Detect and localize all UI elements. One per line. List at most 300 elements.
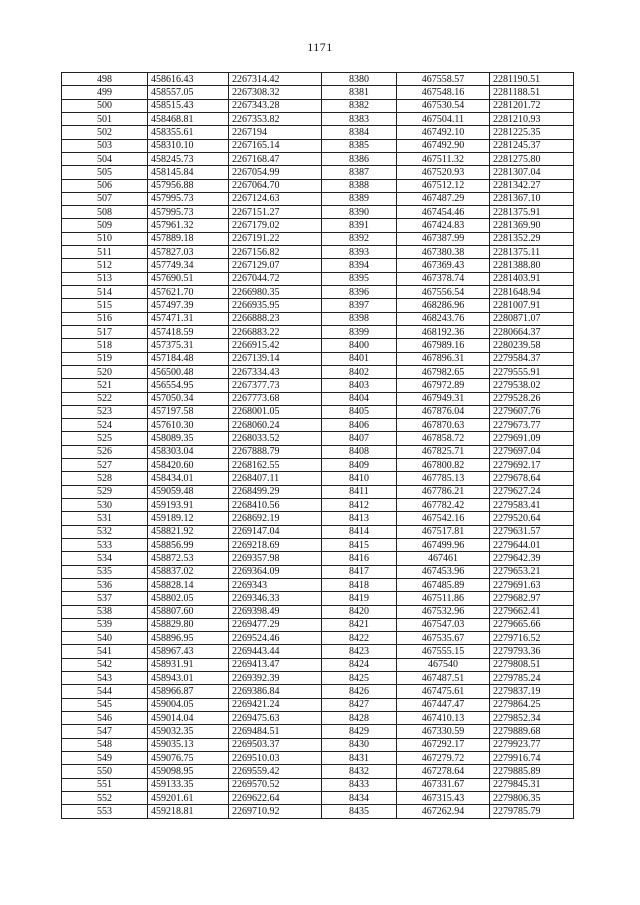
table-row <box>62 605 574 618</box>
cell-northing: 2269510.03 <box>229 751 322 764</box>
cell-point-id: 541 <box>62 645 148 658</box>
cell-easting: 467387.99 <box>397 232 490 245</box>
cell-point-id: 505 <box>62 166 148 179</box>
cell-easting: 458245.73 <box>148 152 229 165</box>
cell-northing: 2269413.47 <box>229 658 322 671</box>
cell-easting: 459059.48 <box>148 485 229 498</box>
cell-northing: 2267334.43 <box>229 365 322 378</box>
table-row <box>62 485 574 498</box>
cell-easting: 459076.75 <box>148 751 229 764</box>
cell-easting: 467262.94 <box>397 805 490 818</box>
table-row <box>62 552 574 565</box>
cell-point-id: 8417 <box>322 565 397 578</box>
cell-point-id: 8410 <box>322 472 397 485</box>
cell-northing: 2267194 <box>229 126 322 139</box>
cell-easting: 459189.12 <box>148 512 229 525</box>
cell-northing: 2267343.28 <box>229 99 322 112</box>
cell-northing: 2279631.57 <box>490 525 574 538</box>
cell-point-id: 8381 <box>322 86 397 99</box>
cell-northing: 2267156.82 <box>229 246 322 259</box>
cell-point-id: 8434 <box>322 791 397 804</box>
cell-easting: 458829.80 <box>148 618 229 631</box>
cell-easting: 467454.46 <box>397 206 490 219</box>
cell-point-id: 533 <box>62 538 148 551</box>
cell-easting: 468286.96 <box>397 299 490 312</box>
cell-easting: 467447.47 <box>397 698 490 711</box>
cell-northing: 2279716.52 <box>490 632 574 645</box>
cell-point-id: 535 <box>62 565 148 578</box>
table-row <box>62 192 574 205</box>
table-row <box>62 592 574 605</box>
cell-easting: 458807.60 <box>148 605 229 618</box>
cell-easting: 468243.76 <box>397 312 490 325</box>
cell-northing: 2279885.89 <box>490 765 574 778</box>
table-row <box>62 112 574 125</box>
cell-point-id: 8431 <box>322 751 397 764</box>
cell-point-id: 546 <box>62 712 148 725</box>
cell-point-id: 534 <box>62 552 148 565</box>
cell-easting: 467517.81 <box>397 525 490 538</box>
cell-easting: 458872.53 <box>148 552 229 565</box>
cell-point-id: 8413 <box>322 512 397 525</box>
cell-easting: 458557.05 <box>148 86 229 99</box>
cell-easting: 467511.86 <box>397 592 490 605</box>
cell-easting: 467453.96 <box>397 565 490 578</box>
cell-easting: 467532.96 <box>397 605 490 618</box>
cell-northing: 2281225.35 <box>490 126 574 139</box>
cell-point-id: 548 <box>62 738 148 751</box>
cell-point-id: 8406 <box>322 419 397 432</box>
cell-easting: 458821.92 <box>148 525 229 538</box>
table-row <box>62 152 574 165</box>
cell-easting: 467870.63 <box>397 419 490 432</box>
cell-easting: 467378.74 <box>397 272 490 285</box>
cell-easting: 467535.67 <box>397 632 490 645</box>
cell-easting: 467499.96 <box>397 538 490 551</box>
cell-northing: 2269346.33 <box>229 592 322 605</box>
cell-easting: 457961.32 <box>148 219 229 232</box>
cell-easting: 467530.54 <box>397 99 490 112</box>
cell-easting: 467492.10 <box>397 126 490 139</box>
cell-easting: 467982.65 <box>397 365 490 378</box>
table-row <box>62 618 574 631</box>
table-row <box>62 99 574 112</box>
table-row <box>62 778 574 791</box>
cell-northing: 2269386.84 <box>229 685 322 698</box>
cell-point-id: 532 <box>62 525 148 538</box>
cell-northing: 2281369.90 <box>490 219 574 232</box>
cell-easting: 458896.95 <box>148 632 229 645</box>
cell-easting: 459014.04 <box>148 712 229 725</box>
table-row <box>62 765 574 778</box>
table-row <box>62 73 574 86</box>
cell-point-id: 547 <box>62 725 148 738</box>
cell-easting: 459032.35 <box>148 725 229 738</box>
cell-point-id: 8425 <box>322 672 397 685</box>
cell-point-id: 522 <box>62 392 148 405</box>
cell-northing: 2279691.09 <box>490 432 574 445</box>
cell-point-id: 8391 <box>322 219 397 232</box>
cell-point-id: 537 <box>62 592 148 605</box>
cell-northing: 2281275.80 <box>490 152 574 165</box>
cell-northing: 2267054.99 <box>229 166 322 179</box>
cell-northing: 2268410.56 <box>229 499 322 512</box>
cell-easting: 456554.95 <box>148 379 229 392</box>
cell-easting: 467896.31 <box>397 352 490 365</box>
table-row <box>62 791 574 804</box>
cell-northing: 2269559.42 <box>229 765 322 778</box>
cell-northing: 2279691.63 <box>490 578 574 591</box>
cell-northing: 2279642.39 <box>490 552 574 565</box>
cell-northing: 2266888.23 <box>229 312 322 325</box>
cell-northing: 2269570.52 <box>229 778 322 791</box>
cell-point-id: 8421 <box>322 618 397 631</box>
cell-easting: 467949.31 <box>397 392 490 405</box>
cell-northing: 2279538.02 <box>490 379 574 392</box>
cell-northing: 2269343 <box>229 578 322 591</box>
cell-easting: 459004.05 <box>148 698 229 711</box>
cell-point-id: 543 <box>62 672 148 685</box>
table-row <box>62 738 574 751</box>
cell-easting: 467989.16 <box>397 339 490 352</box>
cell-easting: 457418.59 <box>148 325 229 338</box>
cell-point-id: 8400 <box>322 339 397 352</box>
cell-point-id: 8382 <box>322 99 397 112</box>
cell-point-id: 8423 <box>322 645 397 658</box>
cell-northing: 2279555.91 <box>490 365 574 378</box>
cell-easting: 457995.73 <box>148 192 229 205</box>
cell-easting: 458355.61 <box>148 126 229 139</box>
cell-easting: 467485.89 <box>397 578 490 591</box>
table-row <box>62 459 574 472</box>
cell-point-id: 520 <box>62 365 148 378</box>
table-row <box>62 286 574 299</box>
cell-northing: 2281375.11 <box>490 246 574 259</box>
cell-point-id: 8430 <box>322 738 397 751</box>
cell-easting: 467785.13 <box>397 472 490 485</box>
cell-northing: 2267139.14 <box>229 352 322 365</box>
cell-northing: 2267044.72 <box>229 272 322 285</box>
cell-easting: 458856.99 <box>148 538 229 551</box>
cell-easting: 458828.14 <box>148 578 229 591</box>
cell-northing: 2279889.68 <box>490 725 574 738</box>
cell-easting: 458966.87 <box>148 685 229 698</box>
cell-easting: 459133.35 <box>148 778 229 791</box>
table-row <box>62 312 574 325</box>
cell-northing: 2266935.95 <box>229 299 322 312</box>
cell-point-id: 8402 <box>322 365 397 378</box>
table-row <box>62 259 574 272</box>
cell-northing: 2279785.24 <box>490 672 574 685</box>
cell-northing: 2279864.25 <box>490 698 574 711</box>
table-row <box>62 179 574 192</box>
table-row <box>62 339 574 352</box>
cell-northing: 2267124.63 <box>229 192 322 205</box>
cell-point-id: 8385 <box>322 139 397 152</box>
cell-northing: 2269475.63 <box>229 712 322 725</box>
cell-easting: 467380.38 <box>397 246 490 259</box>
cell-northing: 2266883.22 <box>229 325 322 338</box>
cell-point-id: 8419 <box>322 592 397 605</box>
cell-northing: 2269503.37 <box>229 738 322 751</box>
table-row <box>62 672 574 685</box>
cell-northing: 2269421.24 <box>229 698 322 711</box>
cell-point-id: 542 <box>62 658 148 671</box>
cell-easting: 467558.57 <box>397 73 490 86</box>
cell-northing: 2279793.36 <box>490 645 574 658</box>
cell-easting: 467547.03 <box>397 618 490 631</box>
table-row <box>62 632 574 645</box>
cell-point-id: 8415 <box>322 538 397 551</box>
cell-easting: 457956.88 <box>148 179 229 192</box>
cell-point-id: 8404 <box>322 392 397 405</box>
table-row <box>62 246 574 259</box>
cell-northing: 2267129.07 <box>229 259 322 272</box>
cell-easting: 457050.34 <box>148 392 229 405</box>
cell-northing: 2269147.04 <box>229 525 322 538</box>
cell-point-id: 8396 <box>322 286 397 299</box>
cell-point-id: 550 <box>62 765 148 778</box>
cell-point-id: 8428 <box>322 712 397 725</box>
cell-northing: 2280239.58 <box>490 339 574 352</box>
cell-point-id: 8387 <box>322 166 397 179</box>
cell-northing: 2269524.46 <box>229 632 322 645</box>
cell-easting: 467542.16 <box>397 512 490 525</box>
cell-easting: 467876.04 <box>397 405 490 418</box>
cell-point-id: 521 <box>62 379 148 392</box>
cell-point-id: 531 <box>62 512 148 525</box>
cell-point-id: 510 <box>62 232 148 245</box>
cell-easting: 457610.30 <box>148 419 229 432</box>
cell-northing: 2267179.02 <box>229 219 322 232</box>
cell-northing: 2267377.73 <box>229 379 322 392</box>
cell-easting: 467782.42 <box>397 499 490 512</box>
cell-easting: 459218.81 <box>148 805 229 818</box>
cell-easting: 458310.10 <box>148 139 229 152</box>
table-row <box>62 272 574 285</box>
cell-northing: 2279923.77 <box>490 738 574 751</box>
cell-point-id: 8399 <box>322 325 397 338</box>
cell-northing: 2269622.64 <box>229 791 322 804</box>
cell-easting: 458420.60 <box>148 459 229 472</box>
cell-point-id: 8418 <box>322 578 397 591</box>
cell-point-id: 499 <box>62 86 148 99</box>
cell-point-id: 8409 <box>322 459 397 472</box>
table-row <box>62 419 574 432</box>
cell-point-id: 8411 <box>322 485 397 498</box>
cell-northing: 2281245.37 <box>490 139 574 152</box>
cell-point-id: 544 <box>62 685 148 698</box>
cell-point-id: 509 <box>62 219 148 232</box>
table-row <box>62 685 574 698</box>
cell-easting: 458967.43 <box>148 645 229 658</box>
cell-easting: 468192.36 <box>397 325 490 338</box>
cell-northing: 2279808.51 <box>490 658 574 671</box>
cell-point-id: 511 <box>62 246 148 259</box>
cell-point-id: 507 <box>62 192 148 205</box>
cell-northing: 2279692.17 <box>490 459 574 472</box>
cell-point-id: 552 <box>62 791 148 804</box>
cell-northing: 2269364.09 <box>229 565 322 578</box>
cell-northing: 2279845.31 <box>490 778 574 791</box>
table-row <box>62 525 574 538</box>
cell-northing: 2281403.91 <box>490 272 574 285</box>
cell-northing: 2279653.21 <box>490 565 574 578</box>
cell-point-id: 524 <box>62 419 148 432</box>
cell-easting: 467548.16 <box>397 86 490 99</box>
cell-easting: 467278.64 <box>397 765 490 778</box>
cell-point-id: 8392 <box>322 232 397 245</box>
cell-northing: 2279837.19 <box>490 685 574 698</box>
cell-northing: 2279528.26 <box>490 392 574 405</box>
cell-northing: 2281210.93 <box>490 112 574 125</box>
table-row <box>62 698 574 711</box>
table-row <box>62 219 574 232</box>
cell-northing: 2268060.24 <box>229 419 322 432</box>
coordinates-table <box>61 72 574 819</box>
cell-easting: 458434.01 <box>148 472 229 485</box>
cell-point-id: 527 <box>62 459 148 472</box>
cell-easting: 467487.51 <box>397 672 490 685</box>
cell-northing: 2269443.44 <box>229 645 322 658</box>
table-row <box>62 365 574 378</box>
cell-northing: 2281342.27 <box>490 179 574 192</box>
cell-point-id: 506 <box>62 179 148 192</box>
cell-easting: 458802.05 <box>148 592 229 605</box>
cell-easting: 467410.13 <box>397 712 490 725</box>
cell-northing: 2280871.07 <box>490 312 574 325</box>
cell-northing: 2281188.51 <box>490 86 574 99</box>
cell-easting: 458468.81 <box>148 112 229 125</box>
cell-easting: 467556.54 <box>397 286 490 299</box>
cell-easting: 467800.82 <box>397 459 490 472</box>
cell-northing: 2281007.91 <box>490 299 574 312</box>
table-row <box>62 499 574 512</box>
cell-point-id: 504 <box>62 152 148 165</box>
cell-point-id: 498 <box>62 73 148 86</box>
cell-northing: 2281190.51 <box>490 73 574 86</box>
cell-easting: 467540 <box>397 658 490 671</box>
cell-easting: 459098.95 <box>148 765 229 778</box>
cell-northing: 2267773.68 <box>229 392 322 405</box>
cell-northing: 2266980.35 <box>229 286 322 299</box>
table-row <box>62 805 574 818</box>
cell-easting: 457749.34 <box>148 259 229 272</box>
table-row <box>62 232 574 245</box>
cell-point-id: 8386 <box>322 152 397 165</box>
cell-point-id: 8414 <box>322 525 397 538</box>
table-row <box>62 565 574 578</box>
cell-easting: 457375.31 <box>148 339 229 352</box>
cell-point-id: 8394 <box>322 259 397 272</box>
cell-northing: 2269484.51 <box>229 725 322 738</box>
cell-northing: 2281375.91 <box>490 206 574 219</box>
table-row <box>62 206 574 219</box>
table-row <box>62 392 574 405</box>
cell-easting: 457827.03 <box>148 246 229 259</box>
cell-easting: 458837.02 <box>148 565 229 578</box>
cell-point-id: 8416 <box>322 552 397 565</box>
table-row <box>62 538 574 551</box>
cell-easting: 467520.93 <box>397 166 490 179</box>
cell-point-id: 8389 <box>322 192 397 205</box>
table-row <box>62 86 574 99</box>
cell-northing: 2281648.94 <box>490 286 574 299</box>
cell-point-id: 525 <box>62 432 148 445</box>
cell-northing: 2269392.39 <box>229 672 322 685</box>
cell-northing: 2279662.41 <box>490 605 574 618</box>
table-row <box>62 325 574 338</box>
cell-point-id: 502 <box>62 126 148 139</box>
cell-point-id: 8384 <box>322 126 397 139</box>
cell-point-id: 528 <box>62 472 148 485</box>
cell-point-id: 514 <box>62 286 148 299</box>
cell-easting: 467279.72 <box>397 751 490 764</box>
table-row <box>62 472 574 485</box>
cell-easting: 467292.17 <box>397 738 490 751</box>
table-row <box>62 432 574 445</box>
cell-point-id: 529 <box>62 485 148 498</box>
cell-point-id: 539 <box>62 618 148 631</box>
cell-point-id: 8403 <box>322 379 397 392</box>
cell-northing: 2269710.92 <box>229 805 322 818</box>
cell-northing: 2267888.79 <box>229 445 322 458</box>
cell-easting: 459201.61 <box>148 791 229 804</box>
cell-northing: 2267191.22 <box>229 232 322 245</box>
cell-point-id: 530 <box>62 499 148 512</box>
cell-northing: 2279673.77 <box>490 419 574 432</box>
cell-northing: 2279806.35 <box>490 791 574 804</box>
cell-point-id: 513 <box>62 272 148 285</box>
cell-point-id: 8426 <box>322 685 397 698</box>
cell-easting: 467330.59 <box>397 725 490 738</box>
cell-easting: 457889.18 <box>148 232 229 245</box>
cell-easting: 467504.11 <box>397 112 490 125</box>
cell-point-id: 8435 <box>322 805 397 818</box>
table-row <box>62 658 574 671</box>
cell-point-id: 526 <box>62 445 148 458</box>
cell-point-id: 540 <box>62 632 148 645</box>
cell-northing: 2267168.47 <box>229 152 322 165</box>
cell-northing: 2279583.41 <box>490 499 574 512</box>
cell-easting: 458943.01 <box>148 672 229 685</box>
table-row <box>62 645 574 658</box>
cell-northing: 2281367.10 <box>490 192 574 205</box>
cell-easting: 456500.48 <box>148 365 229 378</box>
cell-northing: 2279697.04 <box>490 445 574 458</box>
cell-point-id: 8433 <box>322 778 397 791</box>
cell-northing: 2269477.29 <box>229 618 322 631</box>
cell-northing: 2279520.64 <box>490 512 574 525</box>
cell-northing: 2279916.74 <box>490 751 574 764</box>
cell-point-id: 8397 <box>322 299 397 312</box>
cell-easting: 467331.67 <box>397 778 490 791</box>
cell-northing: 2281352.29 <box>490 232 574 245</box>
cell-northing: 2279607.76 <box>490 405 574 418</box>
cell-easting: 457184.48 <box>148 352 229 365</box>
table-row <box>62 751 574 764</box>
table-row <box>62 445 574 458</box>
cell-point-id: 8393 <box>322 246 397 259</box>
cell-point-id: 8408 <box>322 445 397 458</box>
cell-point-id: 536 <box>62 578 148 591</box>
cell-northing: 2267353.82 <box>229 112 322 125</box>
cell-northing: 2267165.14 <box>229 139 322 152</box>
table-row <box>62 126 574 139</box>
cell-easting: 467786.21 <box>397 485 490 498</box>
cell-easting: 457621.70 <box>148 286 229 299</box>
cell-point-id: 517 <box>62 325 148 338</box>
